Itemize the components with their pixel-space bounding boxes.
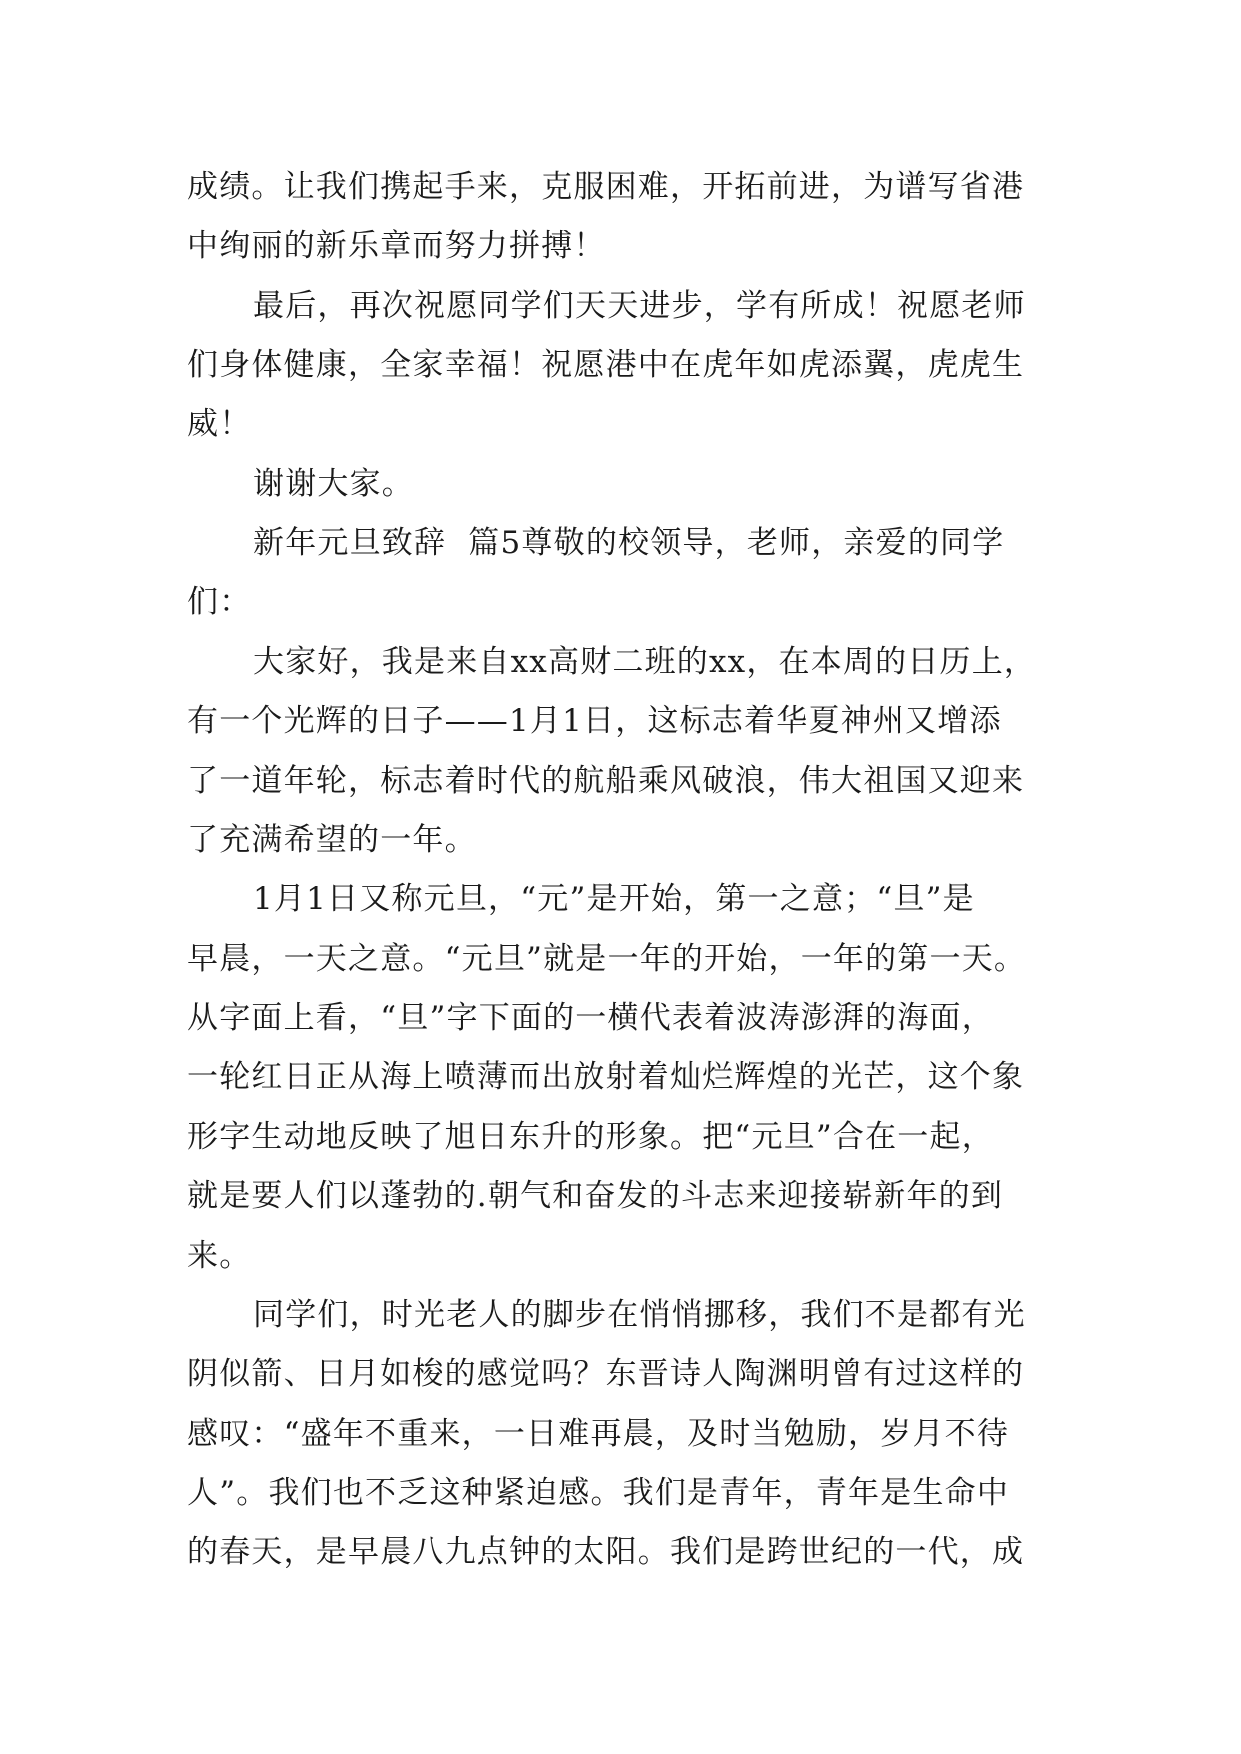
text-line: 来。 (187, 1238, 252, 1274)
text-line: 早晨，一天之意。“元旦”就是一年的开始，一年的第一天。 (187, 941, 1027, 977)
text-line: 们： (187, 584, 252, 620)
text-line: 成绩。让我们携起手来，克服困难，开拓前进，为谱写省港 (187, 169, 1025, 205)
text-line: 了充满希望的一年。 (187, 822, 477, 858)
paragraph-first-line: 最后，再次祝愿同学们天天进步，学有所成！祝愿老师 (253, 288, 1026, 324)
section-heading-line: 新年元旦致辞 篇5尊敬的校领导，老师，亲爱的同学 (253, 525, 1005, 561)
text-line: 们身体健康，全家幸福！祝愿港中在虎年如虎添翼，虎虎生 (187, 347, 1025, 383)
text-line: 有一个光辉的日子——1月1日，这标志着华夏神州又增添 (187, 703, 1002, 739)
text-line: 感叹：“盛年不重来，一日难再晨，及时当勉励，岁月不待 (187, 1416, 1010, 1452)
text-line: 人”。我们也不乏这种紧迫感。我们是青年，青年是生命中 (187, 1475, 1010, 1511)
text-line: 形字生动地反映了旭日东升的形象。把“元旦”合在一起， (187, 1119, 994, 1155)
text-line: 的春天，是早晨八九点钟的太阳。我们是跨世纪的一代，成 (187, 1534, 1025, 1570)
text-line: 阴似箭、日月如梭的感觉吗？东晋诗人陶渊明曾有过这样的 (187, 1356, 1025, 1392)
paragraph-first-line: 1月1日又称元旦，“元”是开始，第一之意；“旦”是 (253, 881, 975, 917)
text-line: 就是要人们以蓬勃的.朝气和奋发的斗志来迎接崭新年的到 (187, 1178, 1004, 1214)
text-line: 了一道年轮，标志着时代的航船乘风破浪，伟大祖国又迎来 (187, 763, 1025, 799)
text-line: 中绚丽的新乐章而努力拼搏！ (187, 228, 606, 264)
paragraph-first-line: 同学们，时光老人的脚步在悄悄挪移，我们不是都有光 (253, 1297, 1026, 1333)
text-line: 一轮红日正从海上喷薄而出放射着灿烂辉煌的光芒，这个象 (187, 1059, 1025, 1095)
paragraph-first-line: 谢谢大家。 (253, 466, 414, 502)
paragraph-first-line: 大家好，我是来自xx高财二班的xx，在本周的日历上， (253, 644, 1037, 680)
text-line: 威！ (187, 406, 252, 442)
text-line: 从字面上看，“旦”字下面的一横代表着波涛澎湃的海面， (187, 1000, 994, 1036)
